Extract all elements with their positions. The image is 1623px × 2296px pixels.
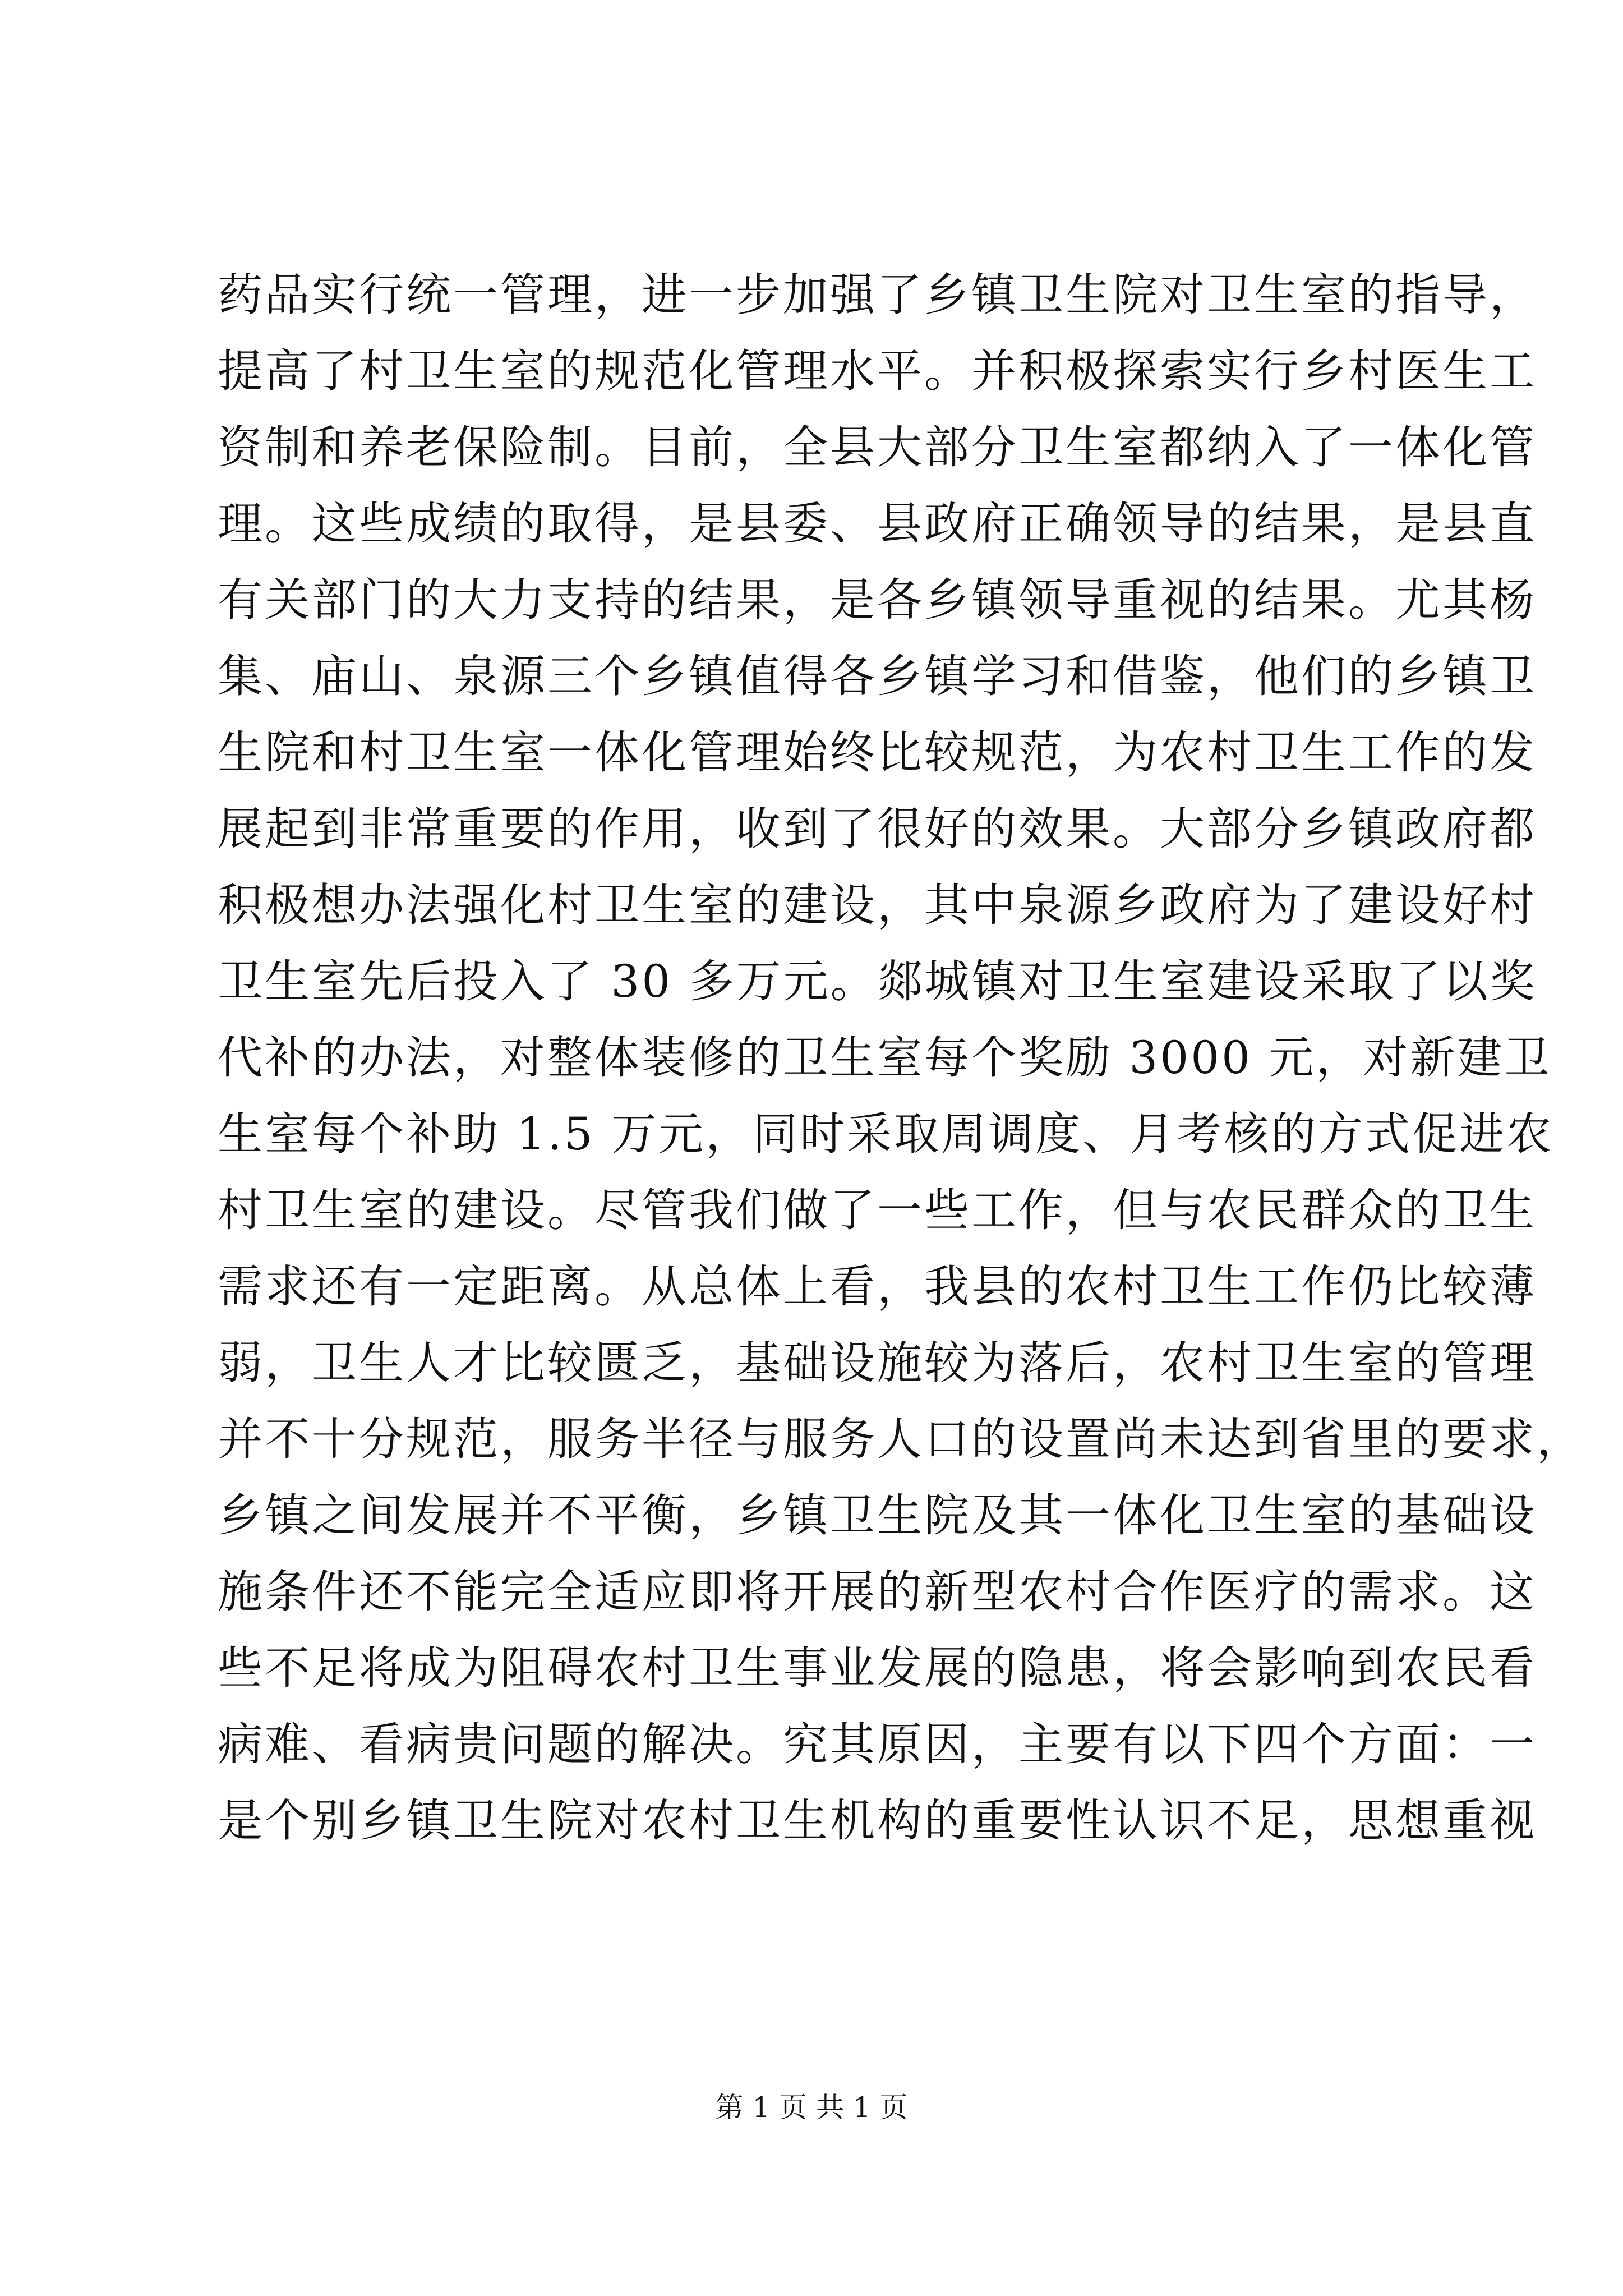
text-line: 需求还有一定距离。从总体上看，我县的农村卫生工作仍比较薄 (218, 1260, 1537, 1313)
text-line: 生院和村卫生室一体化管理始终比较规范，为农村卫生工作的发 (218, 726, 1537, 779)
text-line: 弱，卫生人才比较匮乏，基础设施较为落后，农村卫生室的管理 (218, 1337, 1537, 1389)
text-line: 代补的办法，对整体装修的卫生室每个奖励 3000 元，对新建卫 (218, 1032, 1552, 1084)
text-line: 乡镇之间发展并不平衡，乡镇卫生院及其一体化卫生室的基础设 (218, 1489, 1537, 1542)
text-line: 生室每个补助 1.5 万元，同时采取周调度、月考核的方式促进农 (218, 1108, 1554, 1160)
text-line: 理。这些成绩的取得，是县委、县政府正确领导的结果，是县直 (218, 498, 1537, 550)
text-line: 病难、看病贵问题的解决。究其原因，主要有以下四个方面：一 (218, 1718, 1537, 1770)
text-line: 集、庙山、泉源三个乡镇值得各乡镇学习和借鉴，他们的乡镇卫 (218, 650, 1537, 702)
text-line: 提高了村卫生室的规范化管理水平。并积极探索实行乡村医生工 (218, 345, 1537, 397)
text-line: 有关部门的大力支持的结果，是各乡镇领导重视的结果。尤其杨 (218, 574, 1537, 626)
text-line: 药品实行统一管理，进一步加强了乡镇卫生院对卫生室的指导， (218, 269, 1537, 321)
text-line: 是个别乡镇卫生院对农村卫生机构的重要性认识不足，思想重视 (218, 1795, 1537, 1847)
text-line: 展起到非常重要的作用，收到了很好的效果。大部分乡镇政府都 (218, 803, 1537, 855)
body-paragraph (218, 257, 1584, 1859)
text-line: 积极想办法强化村卫生室的建设，其中泉源乡政府为了建设好村 (218, 879, 1537, 931)
text-line: 并不十分规范，服务半径与服务人口的设置尚未达到省里的要求， (218, 1413, 1584, 1465)
text-line: 卫生室先后投入了 30 多万元。郯城镇对卫生室建设采取了以奖 (218, 955, 1537, 1007)
text-line: 些不足将成为阻碍农村卫生事业发展的隐患，将会影响到农民看 (218, 1642, 1537, 1694)
text-line: 村卫生室的建设。尽管我们做了一些工作，但与农民群众的卫生 (218, 1184, 1537, 1236)
text-line: 施条件还不能完全适应即将开展的新型农村合作医疗的需求。这 (218, 1566, 1537, 1618)
page-footer: 第 1 页 共 1 页 (715, 2091, 908, 2124)
text-line: 资制和养老保险制。目前，全县大部分卫生室都纳入了一体化管 (218, 421, 1537, 473)
